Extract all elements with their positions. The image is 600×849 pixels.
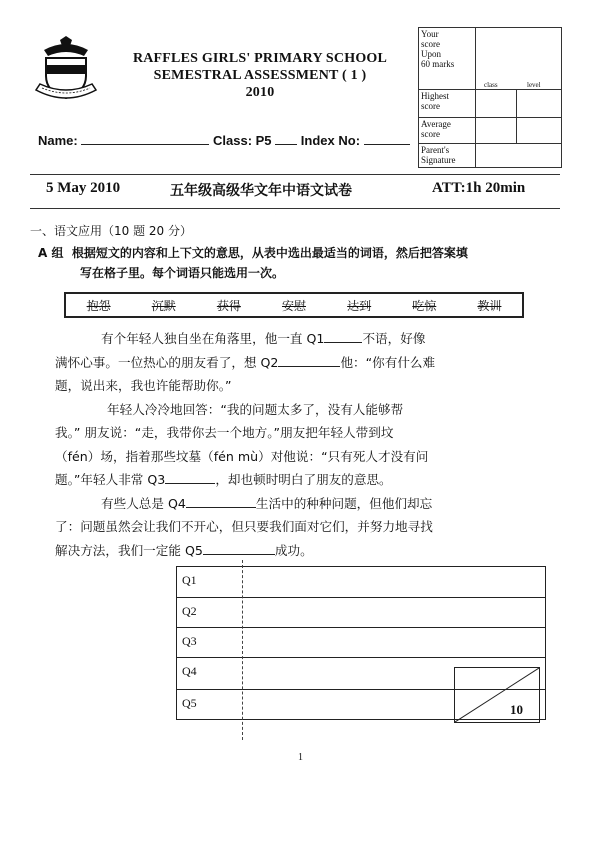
- school-crest-logo: [30, 36, 102, 104]
- word-bank-item: 沉默: [151, 298, 176, 313]
- name-field[interactable]: [81, 132, 209, 145]
- class-field[interactable]: [275, 132, 297, 145]
- word-bank-item: 抱怨: [86, 298, 111, 313]
- answer-row-q3[interactable]: Q3: [177, 627, 545, 657]
- average-score-label: Average score: [419, 118, 476, 144]
- exam-date: 5 May 2010: [46, 180, 121, 196]
- passage: 有个年轻人独自坐在角落里，他一直 Q1 不语，好像 满怀心事。一位热心的朋友看了，想 Q2 他：“你有什么难 题，说出来，我也许能帮助你。” 年轻人冷冷地回答：“我的问题太多了，没有人能够帮 我。” 朋友说：“走，我带你去一个地方。”朋友把年轻人带到坟 （fén）场，指着那些坟墓（fén mù）对他说：“只有死人才没有问 题。”年轻人非常 Q3 ，却也顿时明白了朋友的意思。 有些人总是 Q4 生活中的种种问题，但他们却忘 了：问题虽然会让我们不开心，但只要我们面对它们，并努力地寻找 解决方法，我们一定能 Q5 成功。: [55, 327, 550, 562]
- group-label: A 组: [38, 246, 64, 260]
- section-score-box[interactable]: [454, 667, 540, 723]
- blank-q5[interactable]: [203, 540, 275, 555]
- word-bank-item: 安慰: [281, 298, 306, 313]
- answer-column-divider: [242, 560, 243, 740]
- word-bank: [64, 292, 524, 318]
- word-bank-item: 达到: [347, 298, 372, 313]
- instruction-line-2: 写在格子里。每个词语只能选用一次。: [80, 266, 285, 280]
- name-label: Name:: [38, 133, 78, 148]
- word-bank-item: 获得: [216, 298, 241, 313]
- blank-q1[interactable]: [324, 328, 362, 343]
- school-name: RAFFLES GIRLS' PRIMARY SCHOOL: [132, 51, 388, 66]
- assessment-year: 2010: [245, 85, 275, 100]
- parent-signature-label: Parent's Signature: [419, 144, 476, 168]
- index-field[interactable]: [364, 132, 410, 145]
- level-highest-cell[interactable]: level: [517, 90, 562, 118]
- divider-bottom: [30, 208, 560, 209]
- class-average-cell[interactable]: [476, 118, 517, 144]
- section-heading: 一、语文应用（10 题 20 分）: [30, 224, 192, 238]
- divider-top: [30, 174, 560, 175]
- level-average-cell[interactable]: [517, 118, 562, 144]
- answer-row-q1[interactable]: Q1: [182, 573, 197, 587]
- class-label: Class: P5: [213, 133, 272, 148]
- exam-title: 五年级高级华文年中语文试卷: [170, 183, 352, 199]
- instructions: [38, 243, 563, 283]
- word-bank-item: 吃惊: [412, 298, 437, 313]
- word-bank-item: 教训: [477, 298, 502, 313]
- school-header: [105, 50, 415, 101]
- student-info: [38, 132, 410, 148]
- blank-q4[interactable]: [186, 493, 256, 508]
- answer-row-q5[interactable]: Q5: [177, 689, 545, 719]
- score-table: [418, 27, 562, 168]
- highest-score-label: Highest score: [419, 90, 476, 118]
- exam-duration: ATT:1h 20min: [432, 180, 526, 196]
- blank-q3[interactable]: [165, 469, 215, 484]
- diagonal-line: [455, 668, 539, 722]
- blank-q2[interactable]: [278, 352, 340, 367]
- parent-signature-cell[interactable]: [476, 144, 562, 168]
- class-highest-cell[interactable]: class: [476, 90, 517, 118]
- section-total-marks: 10: [510, 702, 523, 717]
- answer-row-q4[interactable]: Q4: [177, 657, 545, 687]
- answer-row-q2[interactable]: Q2: [177, 597, 545, 627]
- assessment-title: SEMESTRAL ASSESSMENT ( 1 ): [153, 68, 367, 83]
- instruction-line-1: 根据短文的内容和上下文的意思，从表中选出最适当的词语，然后把答案填: [71, 246, 468, 260]
- your-score-label: Your score Upon 60 marks: [419, 28, 476, 90]
- index-label: Index No:: [300, 133, 361, 148]
- page-number: 1: [298, 752, 303, 763]
